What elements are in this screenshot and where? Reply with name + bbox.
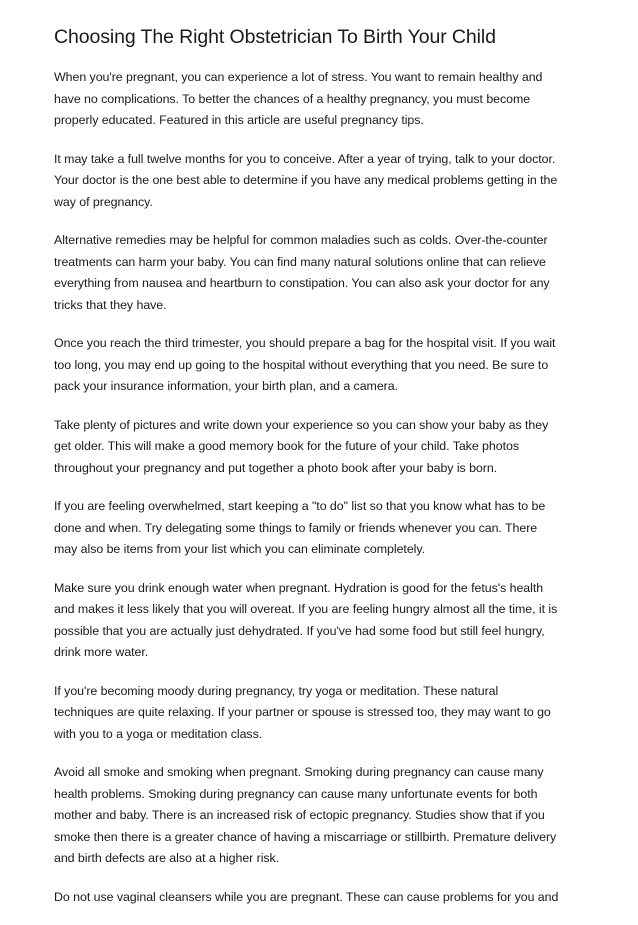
body-paragraph bbox=[54, 762, 594, 870]
paragraph-line: throughout your pregnancy and put together a photo book after your baby is born. bbox=[54, 460, 498, 475]
body-paragraph bbox=[54, 415, 594, 480]
paragraph-line: properly educated. Featured in this article are useful pregnancy tips. bbox=[54, 113, 424, 128]
paragraph-line: pack your insurance information, your birth plan, and a camera. bbox=[54, 379, 398, 394]
paragraph-line: and birth defects are also at a higher risk. bbox=[54, 851, 280, 866]
article-body bbox=[54, 67, 594, 908]
paragraph-line: If you're becoming moody during pregnancy, try yoga or meditation. These natural bbox=[54, 683, 499, 698]
paragraph-line: smoke then there is a greater chance of having a miscarriage or stillbirth. Premature delivery bbox=[54, 829, 557, 844]
body-paragraph bbox=[54, 149, 594, 214]
paragraph-line: techniques are quite relaxing. If your partner or spouse is stressed too, they may want to go bbox=[54, 705, 551, 720]
paragraph-line: everything from nausea and heartburn to constipation. You can also ask your doctor for any bbox=[54, 276, 550, 291]
page-title: Choosing The Right Obstetrician To Birth Your Child bbox=[54, 26, 496, 48]
body-paragraph bbox=[54, 578, 594, 664]
paragraph-line: Do not use vaginal cleansers while you are pregnant. These can cause problems for you and bbox=[54, 889, 559, 904]
body-paragraph bbox=[54, 333, 594, 398]
document-page bbox=[54, 26, 594, 925]
paragraph-line: with you to a yoga or meditation class. bbox=[54, 726, 263, 741]
paragraph-line: It may take a full twelve months for you to conceive. After a year of trying, talk to your doctor. bbox=[54, 151, 556, 166]
paragraph-line: drink more water. bbox=[54, 645, 149, 660]
paragraph-line: possible that you are actually just dehydrated. If you've had some food but still feel hungry, bbox=[54, 623, 545, 638]
paragraph-line: health problems. Smoking during pregnancy can cause many unfortunate events for both bbox=[54, 786, 538, 801]
paragraph-line: Your doctor is the one best able to determine if you have any medical problems getting in the bbox=[54, 173, 558, 188]
body-paragraph bbox=[54, 887, 594, 909]
body-paragraph bbox=[54, 230, 594, 316]
paragraph-line: treatments can harm your baby. You can find many natural solutions online that can relieve bbox=[54, 254, 546, 269]
paragraph-line: too long, you may end up going to the hospital without everything that you need. Be sure to bbox=[54, 357, 549, 372]
body-paragraph bbox=[54, 67, 594, 132]
paragraph-line: Alternative remedies may be helpful for common maladies such as colds. Over-the-counter bbox=[54, 233, 548, 248]
body-paragraph bbox=[54, 681, 594, 746]
body-paragraph bbox=[54, 496, 594, 561]
paragraph-line: way of pregnancy. bbox=[54, 194, 153, 209]
paragraph-line: Make sure you drink enough water when pregnant. Hydration is good for the fetus's health bbox=[54, 580, 544, 595]
paragraph-line: Avoid all smoke and smoking when pregnant. Smoking during pregnancy can cause many bbox=[54, 765, 544, 780]
paragraph-line: and makes it less likely that you will overeat. If you are feeling hungry almost all the time, it is bbox=[54, 602, 558, 617]
paragraph-line: If you are feeling overwhelmed, start keeping a "to do" list so that you know what has to be bbox=[54, 499, 546, 514]
paragraph-line: have no complications. To better the chances of a healthy pregnancy, you must become bbox=[54, 91, 531, 106]
paragraph-line: may also be items from your list which you can eliminate completely. bbox=[54, 542, 425, 557]
paragraph-line: get older. This will make a good memory book for the future of your child. Take photos bbox=[54, 439, 519, 454]
paragraph-line: mother and baby. There is an increased risk of ectopic pregnancy. Studies show that if you bbox=[54, 808, 545, 823]
paragraph-line: Take plenty of pictures and write down your experience so you can show your baby as they bbox=[54, 417, 549, 432]
paragraph-line: tricks that they have. bbox=[54, 297, 167, 312]
paragraph-line: done and when. Try delegating some things to family or friends whenever you can. There bbox=[54, 520, 538, 535]
paragraph-line: When you're pregnant, you can experience a lot of stress. You want to remain healthy and bbox=[54, 70, 543, 85]
paragraph-line: Once you reach the third trimester, you should prepare a bag for the hospital visit. If you wait bbox=[54, 336, 556, 351]
